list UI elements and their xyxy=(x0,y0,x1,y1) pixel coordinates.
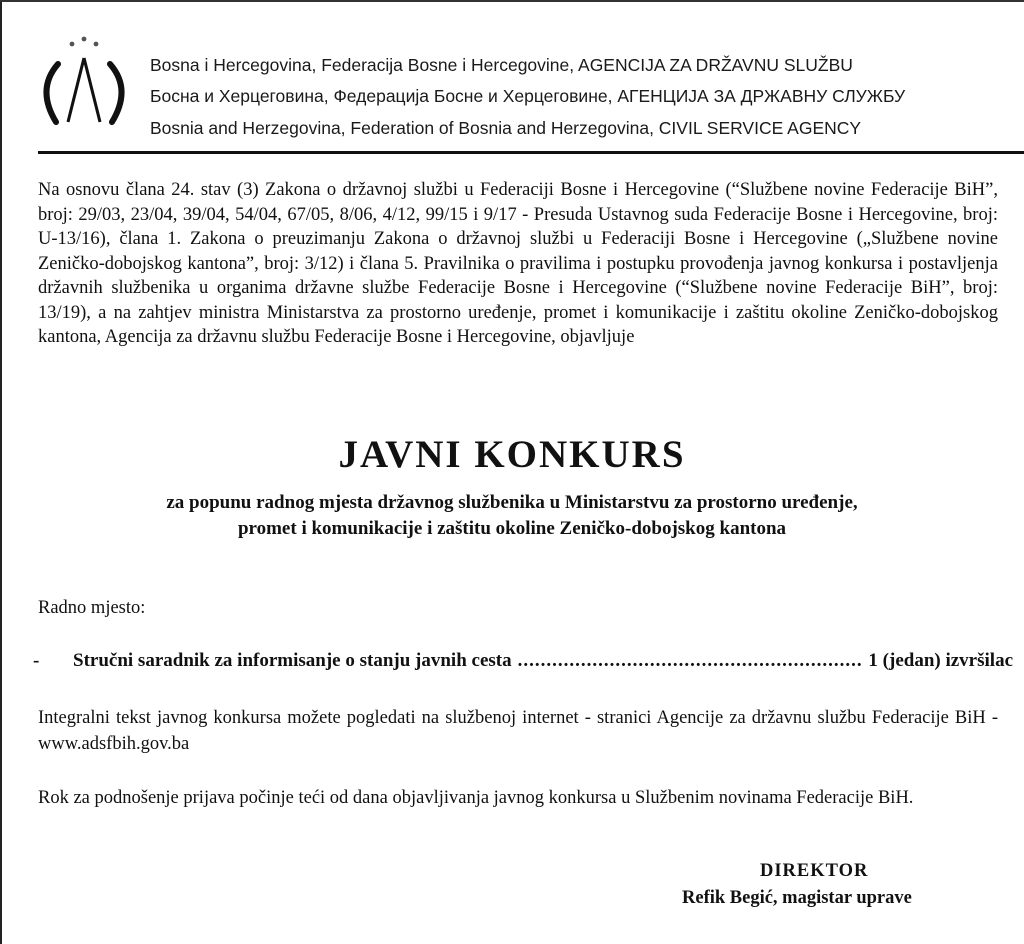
position-count: 1 (jedan) izvršilac xyxy=(868,650,1013,671)
agency-name-english: Bosnia and Herzegovina, Federation of Bosnia and Herzegovina, CIVIL SERVICE AGENCY xyxy=(150,118,862,138)
agency-name-cyrillic: Босна и Херцеговина, Федерација Босне и Херцеговине, АГЕНЦИЈА ЗА ДРЖАВНУ СЛУЖБУ xyxy=(150,86,906,106)
position-entry xyxy=(33,650,1013,678)
deadline-paragraph: Rok za podnošenje prijava počinje teći od dana objavljivanja javnog konkursa u Službenim novinama Federacije BiH. xyxy=(38,788,914,808)
agency-name-bosnian: Bosna i Hercegovina, Federacija Bosne i Hercegovine, AGENCIJA ZA DRŽAVNU SLUŽBU xyxy=(150,55,853,75)
signature-name: Refik Begić, magistar uprave xyxy=(682,888,912,908)
agency-logo xyxy=(34,34,134,134)
notice-title: JAVNI KONKURS xyxy=(338,433,686,476)
website-paragraph: Integralni tekst javnog konkursa možete pogledati na službenoj internet - stranici Agencije za državnu službu Federacije BiH - www.adsfbih.gov.ba xyxy=(38,708,998,754)
header-divider xyxy=(38,151,1024,154)
position-label: Radno mjesto: xyxy=(38,598,146,618)
signature-role: DIREKTOR xyxy=(760,861,869,881)
page-border-top xyxy=(0,0,1024,2)
dot-leader xyxy=(518,650,863,672)
notice-subtitle-line-2: promet i komunikacije i zaštitu okoline Zeničko-dobojskog kantona xyxy=(237,518,787,539)
list-dash: - xyxy=(33,650,40,671)
intro-paragraph: Na osnovu člana 24. stav (3) Zakona o državnoj službi u Federaciji Bosne i Hercegovine (“Službene novine Federacije BiH”, broj: 29/03, 23/04, 39/04, 54/04, 67/05, 8/06, 4/12, 99/15 i 9/17 - Presuda Ustavnog suda Federacije Bosne i Hercegovine, broj: U-13/16), člana 1. Zakona o preuzimanju Zakona o državnoj službi u Federaciji Bosne i Hercegovine („Službene novine Zeničko-dobojskog kantona”, broj: 3/12) i člana 5. Pravilnika o pravilima i postupku provođenja javnog konkursa i postavljenja državnih službenika u organima državne službe Federacije Bosne i Hercegovine (“Službene novine Federacije BiH”, broj: 13/19), a na zahtjev ministra Ministarstva za prostorno uređenje, promet i komunikacije i zaštitu okoline Zeničko-dobojskog kantona, Agencija za državnu službu Federacije Bosne i Hercegovine, objavljuje xyxy=(38,180,998,347)
position-name: Stručni saradnik za informisanje o stanju javnih cesta xyxy=(73,650,512,671)
notice-subtitle-line-1: za popunu radnog mjesta državnog službenika u Ministarstvu za prostorno uređenje, xyxy=(166,492,858,513)
